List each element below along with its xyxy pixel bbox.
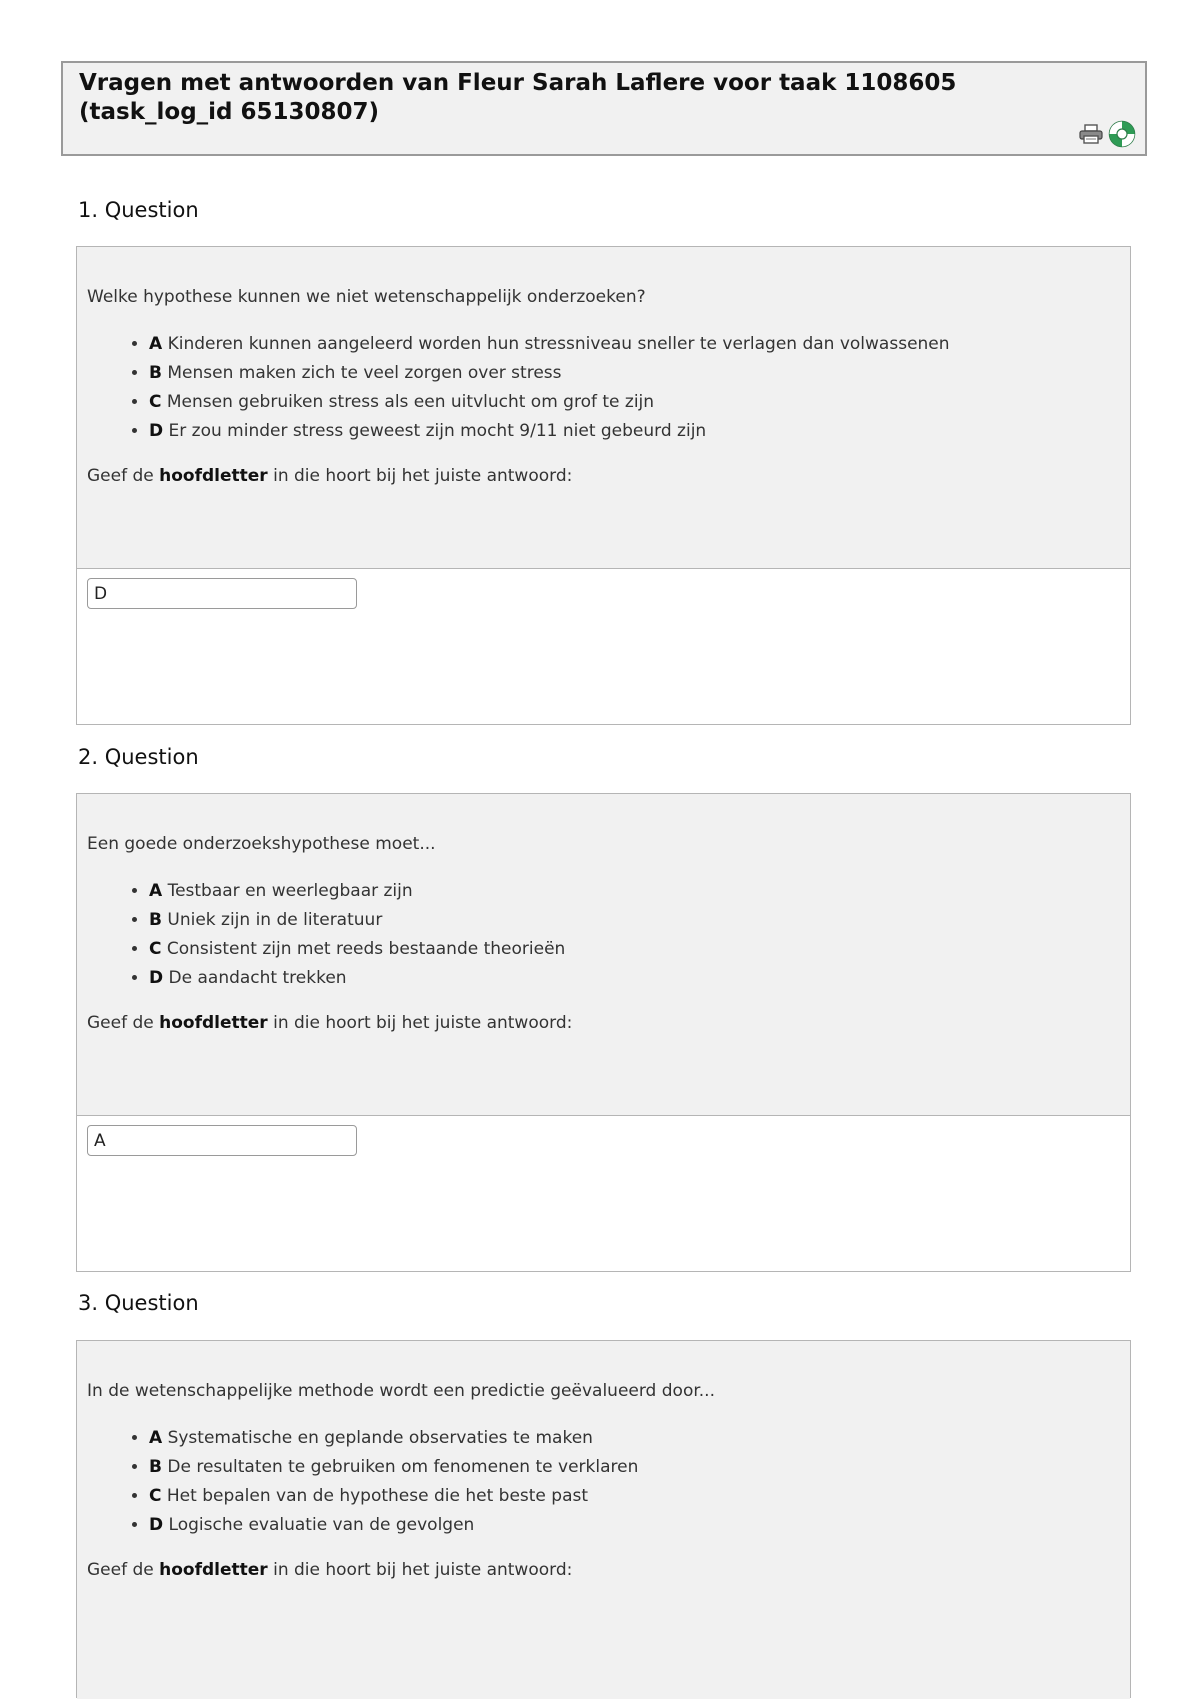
option-text: Uniek zijn in de literatuur (161, 910, 383, 930)
instruction-suffix: in die hoort bij het juiste antwoord: (267, 466, 573, 486)
question-body (77, 1341, 1130, 1699)
question-text: Een goede onderzoekshypothese moet... (87, 834, 436, 854)
answer-instruction (87, 466, 1120, 486)
question-text: In de wetenschappelijke methode wordt een predictie geëvalueerd door... (87, 1381, 715, 1401)
option-letter: B (149, 363, 162, 383)
page-header (61, 61, 1147, 156)
answer-instruction (87, 1013, 1120, 1033)
answer-options (87, 330, 1120, 446)
option-text: Mensen gebruiken stress als een uitvlucht om grof te zijn (161, 392, 655, 412)
option-text: Er zou minder stress geweest zijn mocht 9/11 niet gebeurd zijn (163, 421, 707, 441)
option-text: Testbaar en weerlegbaar zijn (162, 881, 413, 901)
question-body (77, 794, 1130, 1115)
instruction-bold: hoofdletter (159, 1013, 268, 1033)
option-letter: A (149, 881, 163, 901)
option-text: Logische evaluatie van de gevolgen (163, 1515, 475, 1535)
option-text: De resultaten te gebruiken om fenomenen te verklaren (161, 1457, 639, 1477)
option-item (149, 906, 1120, 935)
option-item (149, 388, 1120, 417)
option-letter: A (149, 1428, 163, 1448)
option-letter: C (149, 392, 162, 412)
printer-icon[interactable] (1078, 123, 1104, 145)
option-text: Mensen maken zich te veel zorgen over stress (161, 363, 562, 383)
answer-input[interactable] (87, 1125, 357, 1156)
instruction-suffix: in die hoort bij het juiste antwoord: (267, 1013, 573, 1033)
option-item (149, 964, 1120, 993)
option-item (149, 1453, 1120, 1482)
answer-area (77, 1115, 1130, 1156)
answer-area (77, 568, 1130, 609)
option-letter: C (149, 939, 162, 959)
answer-options (87, 1424, 1120, 1540)
instruction-bold: hoofdletter (159, 1560, 268, 1580)
instruction-prefix: Geef de (87, 466, 160, 486)
help-lifebuoy-icon[interactable] (1108, 120, 1136, 148)
instruction-suffix: in die hoort bij het juiste antwoord: (267, 1560, 573, 1580)
option-letter: D (149, 968, 164, 988)
option-item (149, 1424, 1120, 1453)
option-item (149, 935, 1120, 964)
option-letter: A (149, 334, 163, 354)
page-title: Vragen met antwoorden van Fleur Sarah Laflere voor taak 1108605 (task_log_id 65130807) (79, 70, 957, 125)
option-item (149, 359, 1120, 388)
question-card (76, 246, 1131, 725)
header-tools (1078, 120, 1136, 148)
question-card (76, 1340, 1131, 1698)
question-heading: 2. Question (78, 745, 199, 769)
question-body (77, 247, 1130, 568)
option-letter: D (149, 1515, 164, 1535)
question-text: Welke hypothese kunnen we niet wetenschappelijk onderzoeken? (87, 287, 646, 307)
option-text: De aandacht trekken (163, 968, 347, 988)
option-item (149, 1511, 1120, 1540)
option-text: Kinderen kunnen aangeleerd worden hun stressniveau sneller te verlagen dan volwassenen (162, 334, 950, 354)
instruction-prefix: Geef de (87, 1013, 160, 1033)
option-letter: C (149, 1486, 162, 1506)
answer-input[interactable] (87, 578, 357, 609)
question-card (76, 793, 1131, 1272)
option-text: Systematische en geplande observaties te maken (162, 1428, 593, 1448)
option-item (149, 417, 1120, 446)
option-text: Consistent zijn met reeds bestaande theorieën (161, 939, 566, 959)
option-text: Het bepalen van de hypothese die het beste past (161, 1486, 589, 1506)
instruction-bold: hoofdletter (159, 466, 268, 486)
question-heading: 3. Question (78, 1291, 199, 1315)
option-letter: B (149, 910, 162, 930)
instruction-prefix: Geef de (87, 1560, 160, 1580)
answer-options (87, 877, 1120, 993)
option-letter: B (149, 1457, 162, 1477)
option-item (149, 877, 1120, 906)
option-letter: D (149, 421, 164, 441)
question-heading: 1. Question (78, 198, 199, 222)
option-item (149, 1482, 1120, 1511)
answer-instruction (87, 1560, 1120, 1580)
option-item (149, 330, 1120, 359)
